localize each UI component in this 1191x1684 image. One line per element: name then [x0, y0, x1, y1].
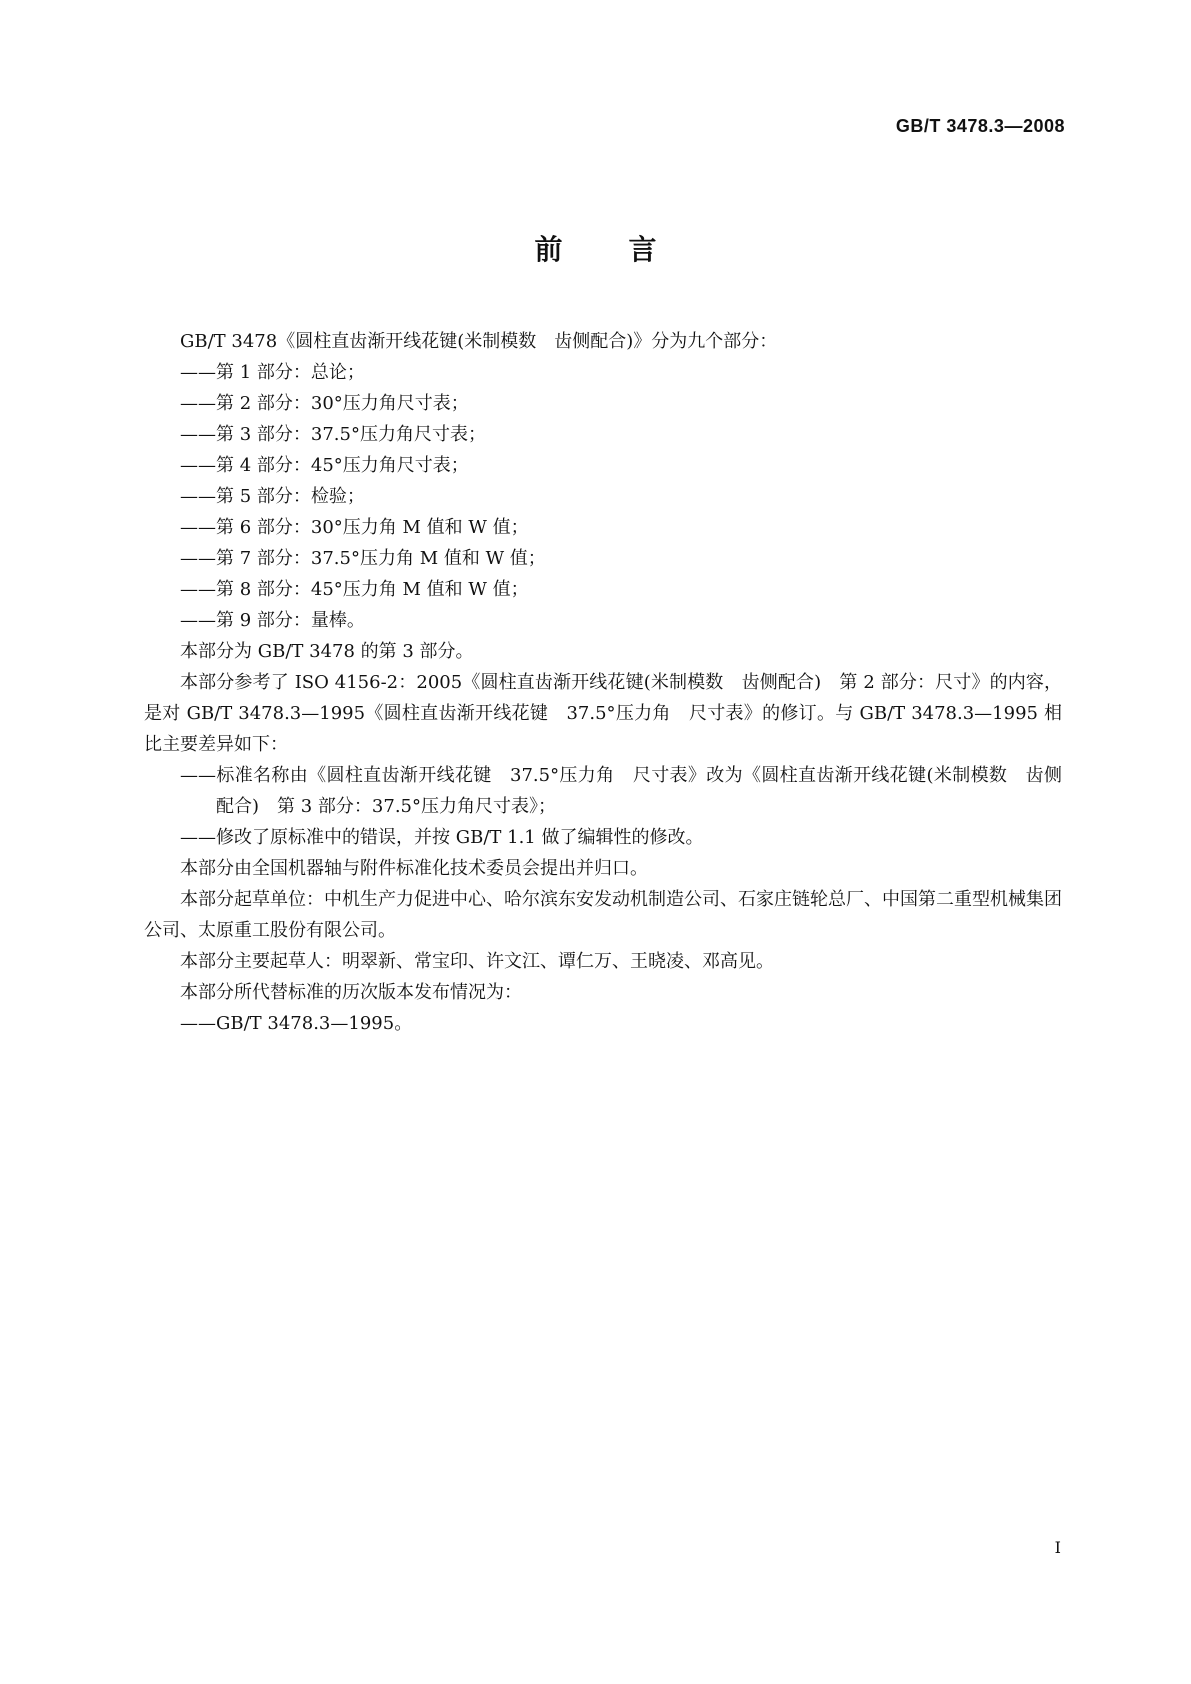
- intro-paragraph: GB/T 3478《圆柱直齿渐开线花键(米制模数 齿侧配合)》分为九个部分：: [180, 331, 778, 352]
- part-list-item: ——第 9 部分：量棒。: [180, 610, 365, 631]
- standard-code-header: GB/T 3478.3—2008: [895, 116, 1065, 136]
- part-list-item: ——第 4 部分：45°压力角尺寸表；: [180, 455, 469, 476]
- page-title: 前言: [534, 233, 723, 266]
- part-list-item: ——第 2 部分：30°压力角尺寸表；: [180, 393, 469, 414]
- change-list-item: ——标准名称由《圆柱直齿渐开线花键 37.5°压力角 尺寸表》改为《圆柱直齿渐开线花键(米制模数 齿侧配合) 第 3 部分：37.5°压力角尺寸表》；: [180, 765, 1062, 817]
- history-intro-paragraph: 本部分所代替标准的历次版本发布情况为：: [180, 982, 522, 1003]
- drafters-paragraph: 本部分主要起草人：明翠新、常宝印、许文江、谭仁万、王晓凌、邓高见。: [180, 951, 774, 972]
- part-list-item: ——第 8 部分：45°压力角 M 值和 W 值；: [180, 579, 529, 600]
- drafting-units-paragraph: 本部分起草单位：中机生产力促进中心、哈尔滨东安发动机制造公司、石家庄链轮总厂、中国第二重型机械集团公司、太原重工股份有限公司。: [144, 889, 1062, 941]
- proposed-by-paragraph: 本部分由全国机器轴与附件标准化技术委员会提出并归口。: [180, 858, 648, 879]
- part-list-item: ——第 6 部分：30°压力角 M 值和 W 值；: [180, 517, 529, 538]
- part-list-item: ——第 5 部分：检验；: [180, 486, 365, 507]
- change-list-item: ——修改了原标准中的错误，并按 GB/T 1.1 做了编辑性的修改。: [180, 827, 704, 848]
- this-part-paragraph: 本部分为 GB/T 3478 的第 3 部分。: [180, 641, 474, 662]
- reference-paragraph: 本部分参考了 ISO 4156-2：2005《圆柱直齿渐开线花键(米制模数 齿侧配合) 第 2 部分：尺寸》的内容，是对 GB/T 3478.3—1995《圆柱直齿渐开线花键 37.5°压力角 尺寸表》的修订。与 GB/T 3478.3—1995 相比主要差异如下：: [144, 672, 1062, 755]
- page-number: I: [1054, 1538, 1061, 1557]
- foreword-body: [144, 326, 1062, 1039]
- part-list-item: ——第 3 部分：37.5°压力角尺寸表；: [180, 424, 486, 445]
- history-list-item: ——GB/T 3478.3—1995。: [180, 1013, 413, 1034]
- part-list-item: ——第 1 部分：总论；: [180, 362, 365, 383]
- part-list-item: ——第 7 部分：37.5°压力角 M 值和 W 值；: [180, 548, 546, 569]
